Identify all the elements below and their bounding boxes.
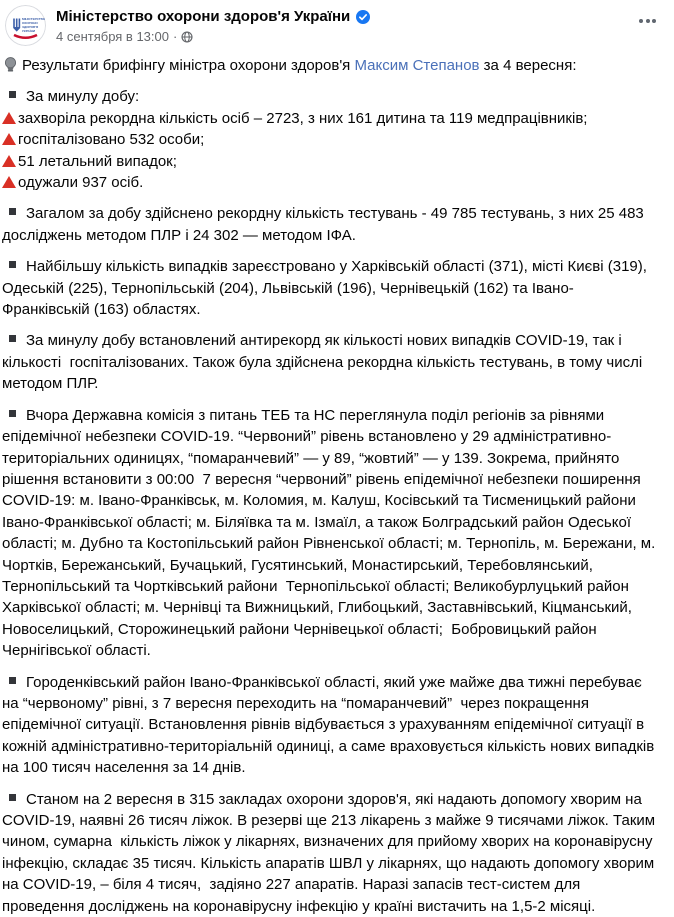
- post-line: [2, 256, 660, 320]
- post-line: [2, 672, 660, 779]
- post-text: Городенківський район Івано-Франківської області, який уже майже два тижні перебуває на “червоному” рівні, з 7 вересня переходить на “помаранчевий” через покращення епідемічної ситуації. Встановлення рівнів відбувається з урахуванням епідемічної ситуації в кожній адміністративно-територіальній одиниці, а саме враховується кількість нових випадків на 100 тисяч населення за 14 днів.: [2, 673, 659, 777]
- post-text: За минулу добу встановлений антирекорд як кількості нових випадків COVID-19, так і кількості госпіталізованих. Також була здійснена рекордна кількість тестувань, в тому числі методом ПЛР.: [2, 332, 647, 393]
- square-icon: [9, 91, 16, 98]
- svg-text:УКРАЇНИ: УКРАЇНИ: [22, 29, 36, 33]
- post-paragraph: [2, 55, 660, 76]
- post-timestamp[interactable]: 4 сентября в 13:00: [56, 29, 169, 44]
- header-text: [56, 5, 633, 45]
- post-text: Найбільшу кількість випадків зареєстровано у Харківській області (371), місті Києві (319), Одеській (225), Тернопільській (204), Львівській (196), Чернівецькій (162) та Івано-Франківській (163) областях.: [2, 258, 652, 319]
- square-icon: [9, 410, 16, 417]
- post-line: [2, 330, 660, 394]
- ministry-logo-icon: [5, 5, 46, 46]
- square-icon: [9, 335, 16, 342]
- post-paragraph: [2, 86, 660, 193]
- post-text: 51 летальний випадок;: [18, 152, 177, 170]
- triangle-icon: [2, 176, 16, 188]
- post-text: захворіла рекордна кількість осіб – 2723, з них 161 дитина та 119 медпрацівників;: [18, 109, 588, 127]
- microphone-icon: [2, 56, 19, 73]
- post-paragraph: [2, 672, 660, 779]
- ellipsis-dot: [652, 19, 656, 23]
- post-line: [2, 405, 660, 662]
- profile-link[interactable]: Максим Степанов: [354, 57, 480, 74]
- post-line: [2, 203, 660, 246]
- triangle-icon: [2, 133, 16, 145]
- post-text: Результати брифінгу міністра охорони здоров'я: [22, 57, 355, 74]
- post-menu-button[interactable]: [633, 9, 662, 33]
- post-line: [2, 55, 660, 76]
- square-icon: [9, 208, 16, 215]
- globe-privacy-icon: [181, 31, 193, 43]
- page-avatar[interactable]: [5, 5, 46, 46]
- post-text: Станом на 2 вересня в 315 закладах охорони здоров'я, які надають допомогу хворим на COVID-19, наявні 26 тисяч ліжок. В резерві ще 213 лікарень з майже 9 тисячами ліжок. Таким чином, сумарна кількість ліжок у лікарнях, визначених для прийому хворих на коронавірусну інфекцію, складає 35 тисяч. Кількість апаратів ШВЛ у лікарнях, що надають допомогу хворим на COVID-19, – біля 4 тисяч, задіяно 227 апаратів. Наразі запасів тест-систем для проведення досліджень на коронавірусну інфекцію у країні вистачить на 1,5-2 місяці.: [2, 790, 660, 915]
- post-text: госпіталізовано 532 особи;: [18, 131, 205, 149]
- post-body: [0, 52, 674, 917]
- square-icon: [9, 794, 16, 801]
- square-icon: [9, 261, 16, 268]
- ellipsis-dot: [639, 19, 643, 23]
- meta-separator: ·: [172, 29, 178, 44]
- square-icon: [9, 677, 16, 684]
- svg-text:ОХОРОНИ: ОХОРОНИ: [22, 21, 38, 25]
- post-paragraph: [2, 789, 660, 917]
- post-text: Загалом за добу здійснено рекордну кількість тестувань - 49 785 тестувань, з них 25 483 досліджень методом ПЛР і 24 302 — методом ІФА.: [2, 205, 648, 244]
- post-line: [2, 108, 660, 129]
- ellipsis-dot: [646, 19, 650, 23]
- post-text: Вчора Державна комісія з питань ТЕБ та НС переглянула поділ регіонів за рівнями епідемічної небезпеки COVID-19. “Червоний” рівень встановлено у 29 адміністративно-територіальних одиницях, “помаранчевий” — у 89, “жовтий” — у 139. Зокрема, прийнято рішення встановити з 00:00 7 вересня “червоний” рівень епідемічної небезпеки поширення COVID-19: м. Івано-Франківськ, м. Коломия, м. Калуш, Косівський та Тисменицький райони Івано-Франківської області; м. Біляївка та м. Ізмаїл, а також Болградський район Одеської області; м. Дубно та Костопільський район Рівненської області; м. Тернопіль, м. Бережани, м. Чортків, Бережанський, Бучацький, Гусятинський, Монастирський, Теребовлянський, Тернопільський та Чортківський райони Тернопільської області; Великобурлуцький район Харківської області; м. Чернівці та Вижницький, Глибоцький, Заставнівський, Кіцманський, Новоселицький, Сторожинецький райони Чернівецької області; Бобровицький район Чернігівської області.: [2, 406, 660, 660]
- post-line: [2, 172, 660, 193]
- post-line: [2, 151, 660, 172]
- post-header: [0, 0, 674, 52]
- post-line: [2, 129, 660, 150]
- post-text: За минулу добу:: [26, 88, 140, 106]
- triangle-icon: [2, 155, 16, 167]
- triangle-icon: [2, 112, 16, 124]
- post-line: [2, 789, 660, 917]
- post-text: одужали 937 осіб.: [18, 174, 144, 192]
- post-text: за 4 вересня:: [479, 57, 577, 74]
- post-paragraph: [2, 330, 660, 394]
- page-name-link[interactable]: Міністерство охорони здоров'я України: [56, 8, 351, 25]
- svg-text:МІНІСТЕРСТВО: МІНІСТЕРСТВО: [22, 17, 46, 21]
- verified-badge-icon: [356, 10, 370, 24]
- post-paragraph: [2, 203, 660, 246]
- post-paragraph: [2, 405, 660, 662]
- post-line: [2, 86, 660, 107]
- post-paragraph: [2, 256, 660, 320]
- svg-text:ЗДОРОВ'Я: ЗДОРОВ'Я: [22, 25, 39, 29]
